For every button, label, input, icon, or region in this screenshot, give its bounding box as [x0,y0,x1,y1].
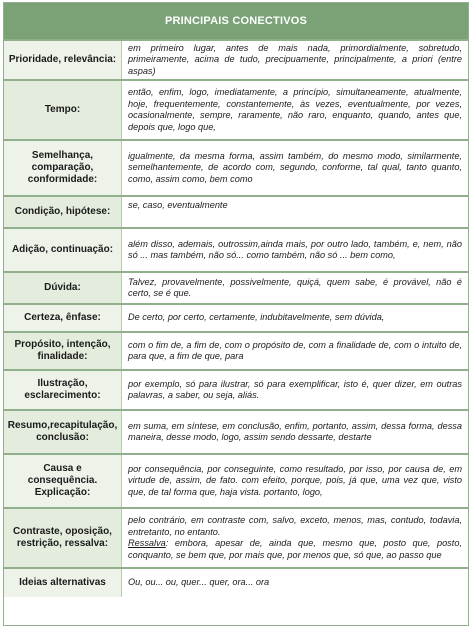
contrast-text: pelo contrário, em contraste com, salvo, exceto, menos, mas, contudo, todavia, entretanto, no entanto. [128,515,462,537]
table-row [4,409,468,453]
row-label: Ilustração, esclarecimento: [4,371,122,409]
row-label: Propósito, intenção, finalidade: [4,333,122,369]
row-value: em suma, em síntese, em conclusão, enfim, portanto, assim, dessa forma, dessa maneira, desse modo, logo, assim sendo dessarte, destarte [128,420,462,442]
row-value: então, enfim, logo, imediatamente, a princípio, simultaneamente, atualmente, hoje, frequentemente, constantemente, às vezes, eventualmente, por vezes, ocasionalmente, sempre, raramente, não raro, enquanto, quando, antes que, depois que, logo que, [128,87,462,132]
table-header: PRINCIPAIS CONECTIVOS [4,3,468,39]
row-value [122,509,468,567]
row-label: Certeza, ênfase: [4,305,122,331]
row-label: Dúvida: [4,273,122,303]
row-value: Talvez, provavelmente, possivelmente, quiçá, quem sabe, é provável, não é certo, se é que. [128,276,462,298]
row-label: Contraste, oposição, restrição, ressalva: [4,509,122,567]
row-value: Ou, ou... ou, quer... quer, ora... ora [128,577,270,588]
row-label: Prioridade, relevância: [4,41,122,79]
row-label: Adição, continuação: [4,229,122,271]
row-label: Semelhança, comparação, conformidade: [4,141,122,195]
row-label: Ideias alternativas [4,569,122,597]
table-row [4,303,468,331]
connectives-table [3,2,469,626]
ressalva-text: : embora, apesar de, ainda que, mesmo que, posto que, posto, conquanto, se bem que, por mais que, por menos que, só que, ao passo que [128,538,462,560]
row-value: De certo, por certo, certamente, indubitavelmente, sem dúvida, [128,312,385,323]
table-row [4,369,468,409]
row-value: se, caso, eventualmente [128,200,228,210]
table-row [4,227,468,271]
row-value: por exemplo, só para ilustrar, só para exemplificar, isto é, quer dizer, em outras palavras, a saber, ou seja, aliás. [128,378,462,400]
row-value: por consequência, por conseguinte, como resultado, por isso, por causa de, em virtude de, assim, de fato. com efeito, porque, pois, já que, uma vez que, visto que, de tal forma que, haja vista. portanto, logo, [128,463,462,497]
row-value: além disso, ademais, outrossim,ainda mais, por outro lado, também, e, nem, não só ... mas também, não só... como também, não só ... bem como, [128,238,462,260]
table-row [4,195,468,227]
ressalva-line [128,538,462,561]
table-row [4,79,468,139]
row-label: Causa e consequência. Explicação: [4,455,122,507]
row-value: em primeiro lugar, antes de mais nada, primordialmente, sobretudo, primeiramente, acima de tudo, precipuamente, principalmente, a priori (entre aspas) [128,42,462,76]
table-row [4,331,468,369]
table-row [4,139,468,195]
row-label: Resumo,recapitulação, conclusão: [4,411,122,453]
table-row [4,39,468,79]
ressalva-label: Ressalva [128,538,166,548]
table-row [4,271,468,303]
row-value: com o fim de, a fim de, com o propósito de, com a finalidade de, com o intuito de, para que, a fim de que, para [128,339,462,361]
table-row [4,507,468,567]
table-row [4,567,468,597]
row-label: Tempo: [4,81,122,139]
table-row [4,453,468,507]
row-label: Condição, hipótese: [4,197,122,227]
row-value: igualmente, da mesma forma, assim também, do mesmo modo, similarmente, semelhantemente, de acordo com, segundo, conforme, tal qual, tanto quanto, como, assim como, bem como [128,150,462,184]
